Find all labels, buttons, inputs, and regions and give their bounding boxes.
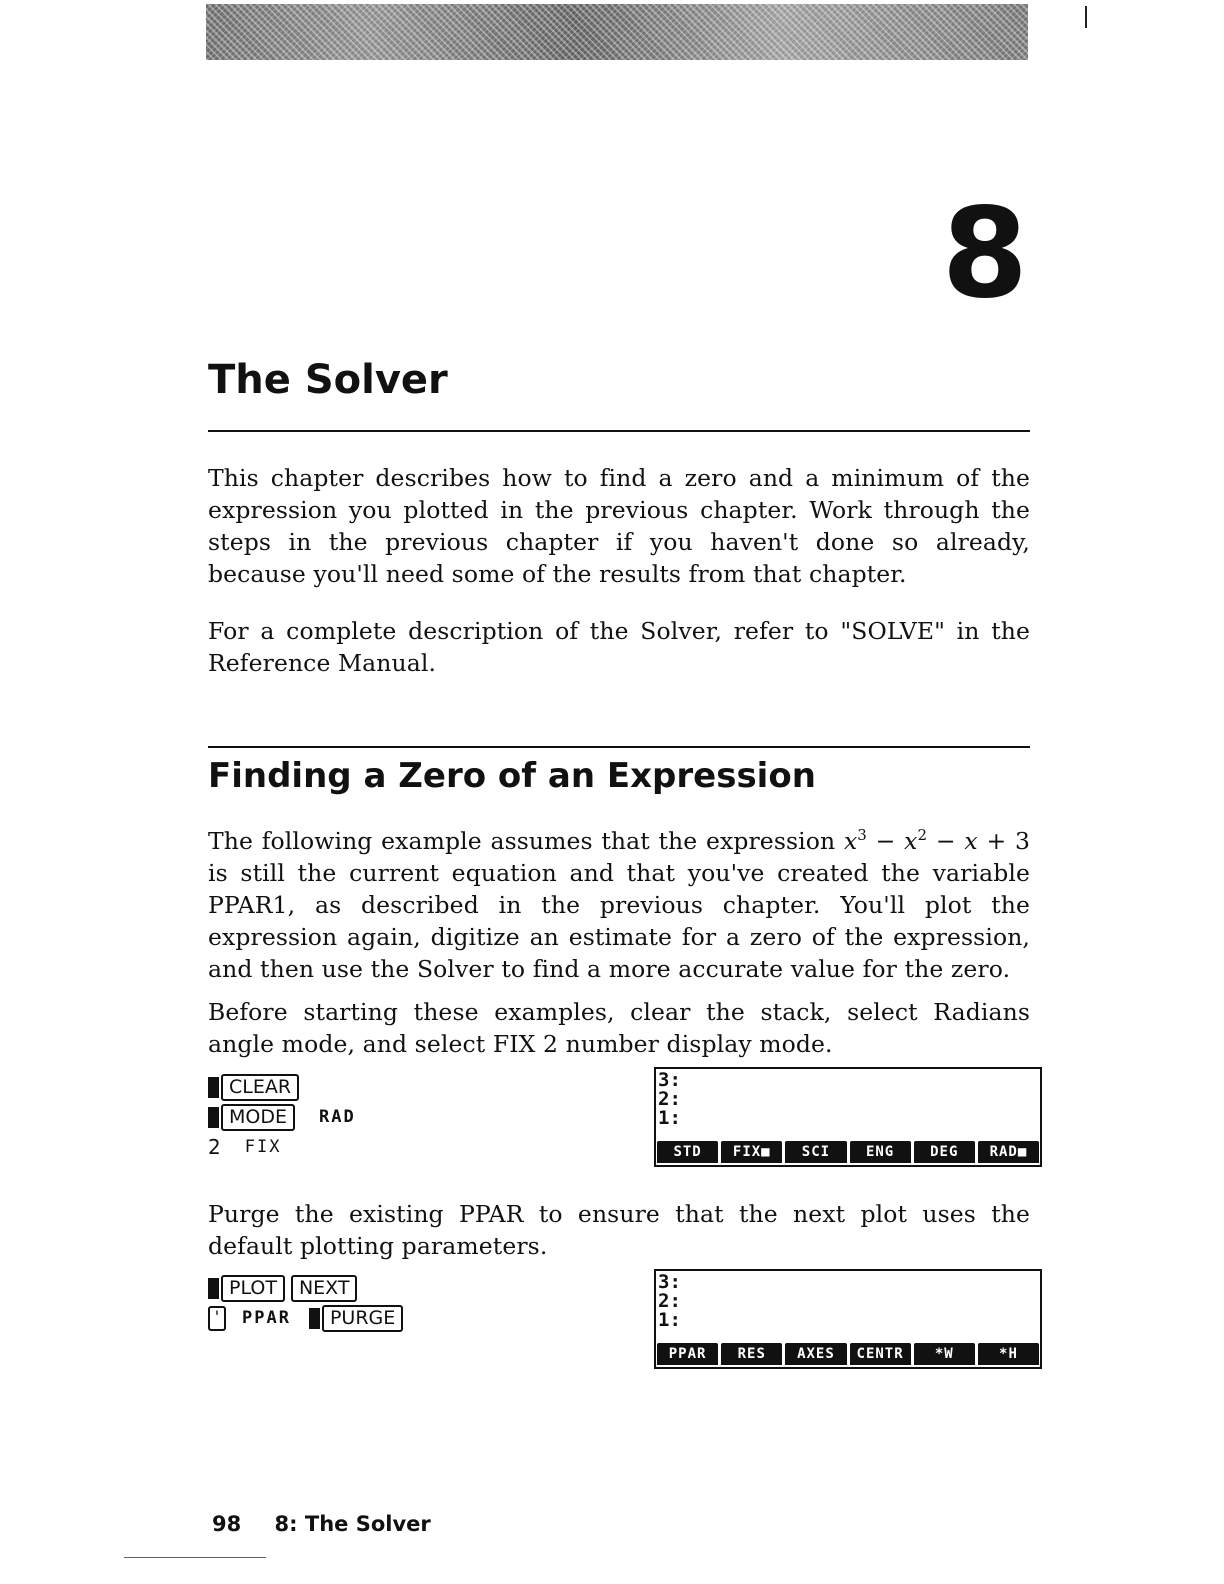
purge-key[interactable]: PURGE bbox=[322, 1305, 403, 1332]
menu-key-eng[interactable]: ENG bbox=[850, 1141, 911, 1163]
expression: $x^3 - x^2 - x + 3$ bbox=[843, 826, 1030, 855]
stack-level-3: 3: bbox=[658, 1069, 681, 1091]
keystroke-row bbox=[208, 1132, 356, 1162]
clear-key[interactable]: CLEAR bbox=[221, 1074, 299, 1101]
mode-key[interactable]: MODE bbox=[221, 1104, 295, 1131]
fix-menu-key[interactable]: FIX bbox=[244, 1137, 282, 1157]
intro-paragraph-2: For a complete description of the Solver, refer to "SOLVE" in the Reference Manual. bbox=[208, 617, 1030, 677]
menu-key-deg[interactable]: DEG bbox=[914, 1141, 975, 1163]
menu-key-width[interactable]: *W bbox=[914, 1343, 975, 1365]
left-shift-key-icon[interactable] bbox=[208, 1278, 219, 1299]
chapter-number: 8 bbox=[941, 182, 1028, 326]
bottom-divider bbox=[124, 1557, 266, 1558]
menu-key-rad[interactable]: RAD■ bbox=[978, 1141, 1039, 1163]
chapter-header-band bbox=[206, 4, 1028, 60]
plot-key[interactable]: PLOT bbox=[221, 1275, 285, 1302]
title-rule bbox=[208, 430, 1030, 432]
menu-key-centr[interactable]: CENTR bbox=[850, 1343, 911, 1365]
stack-levels bbox=[656, 1271, 1040, 1330]
calculator-display-1 bbox=[654, 1067, 1042, 1167]
menu-key-res[interactable]: RES bbox=[721, 1343, 782, 1365]
stack-level-1: 1: bbox=[658, 1309, 681, 1331]
left-shift-key-icon[interactable] bbox=[309, 1308, 320, 1329]
stack-level-2: 2: bbox=[658, 1088, 681, 1110]
left-shift-key-icon[interactable] bbox=[208, 1077, 219, 1098]
keystroke-row bbox=[208, 1303, 409, 1333]
menu-key-fix[interactable]: FIX■ bbox=[721, 1141, 782, 1163]
digit-key[interactable]: 2 bbox=[208, 1135, 221, 1159]
stack-levels bbox=[656, 1069, 1040, 1128]
stack-level-1: 1: bbox=[658, 1107, 681, 1129]
stack-level-3: 3: bbox=[658, 1271, 681, 1293]
keystroke-block-2 bbox=[208, 1273, 409, 1333]
menu-bar bbox=[657, 1141, 1039, 1163]
page-number: 98 bbox=[212, 1512, 242, 1536]
section-paragraph-1 bbox=[208, 825, 1030, 985]
stack-level-2: 2: bbox=[658, 1290, 681, 1312]
section-paragraph-3: Purge the existing PPAR to ensure that the next plot uses the default plotting parameters. bbox=[208, 1200, 1030, 1260]
section-rule bbox=[208, 746, 1030, 748]
page-footer bbox=[212, 1512, 431, 1536]
menu-key-ppar[interactable]: PPAR bbox=[657, 1343, 718, 1365]
menu-key-std[interactable]: STD bbox=[657, 1141, 718, 1163]
keystroke-row bbox=[208, 1102, 356, 1132]
rad-menu-key[interactable]: RAD bbox=[318, 1107, 356, 1127]
calculator-display-2 bbox=[654, 1269, 1042, 1369]
menu-key-height[interactable]: *H bbox=[978, 1343, 1039, 1365]
keystroke-row bbox=[208, 1273, 409, 1303]
menu-key-sci[interactable]: SCI bbox=[785, 1141, 846, 1163]
running-title: 8: The Solver bbox=[274, 1512, 431, 1536]
paragraph-text-after-expression: is still the current equation and that you've created the variable PPAR1, as described in the previous chapter. You'll plot the expression again, digitize an estimate for a zero of the expression, and then use the Solver to find a more accurate value for the zero. bbox=[208, 859, 1030, 983]
tick-key[interactable]: ' bbox=[208, 1306, 226, 1331]
paragraph-text-before-expression: The following example assumes that the expression bbox=[208, 827, 836, 855]
keystroke-row bbox=[208, 1072, 356, 1102]
ppar-menu-key[interactable]: PPAR bbox=[242, 1308, 291, 1328]
menu-bar bbox=[657, 1343, 1039, 1365]
section-title: Finding a Zero of an Expression bbox=[208, 756, 816, 796]
page-edge-mark bbox=[1085, 6, 1087, 28]
next-key[interactable]: NEXT bbox=[291, 1275, 358, 1302]
chapter-title: The Solver bbox=[208, 357, 448, 403]
left-shift-key-icon[interactable] bbox=[208, 1107, 219, 1128]
section-paragraph-2: Before starting these examples, clear the stack, select Radians angle mode, and select FIX 2 number display mode. bbox=[208, 998, 1030, 1058]
keystroke-block-1 bbox=[208, 1072, 356, 1162]
intro-paragraph-1: This chapter describes how to find a zero and a minimum of the expression you plotted in the previous chapter. Work through the steps in the previous chapter if you haven't done so already, because you'll need some of the results from that chapter. bbox=[208, 464, 1030, 588]
menu-key-axes[interactable]: AXES bbox=[785, 1343, 846, 1365]
